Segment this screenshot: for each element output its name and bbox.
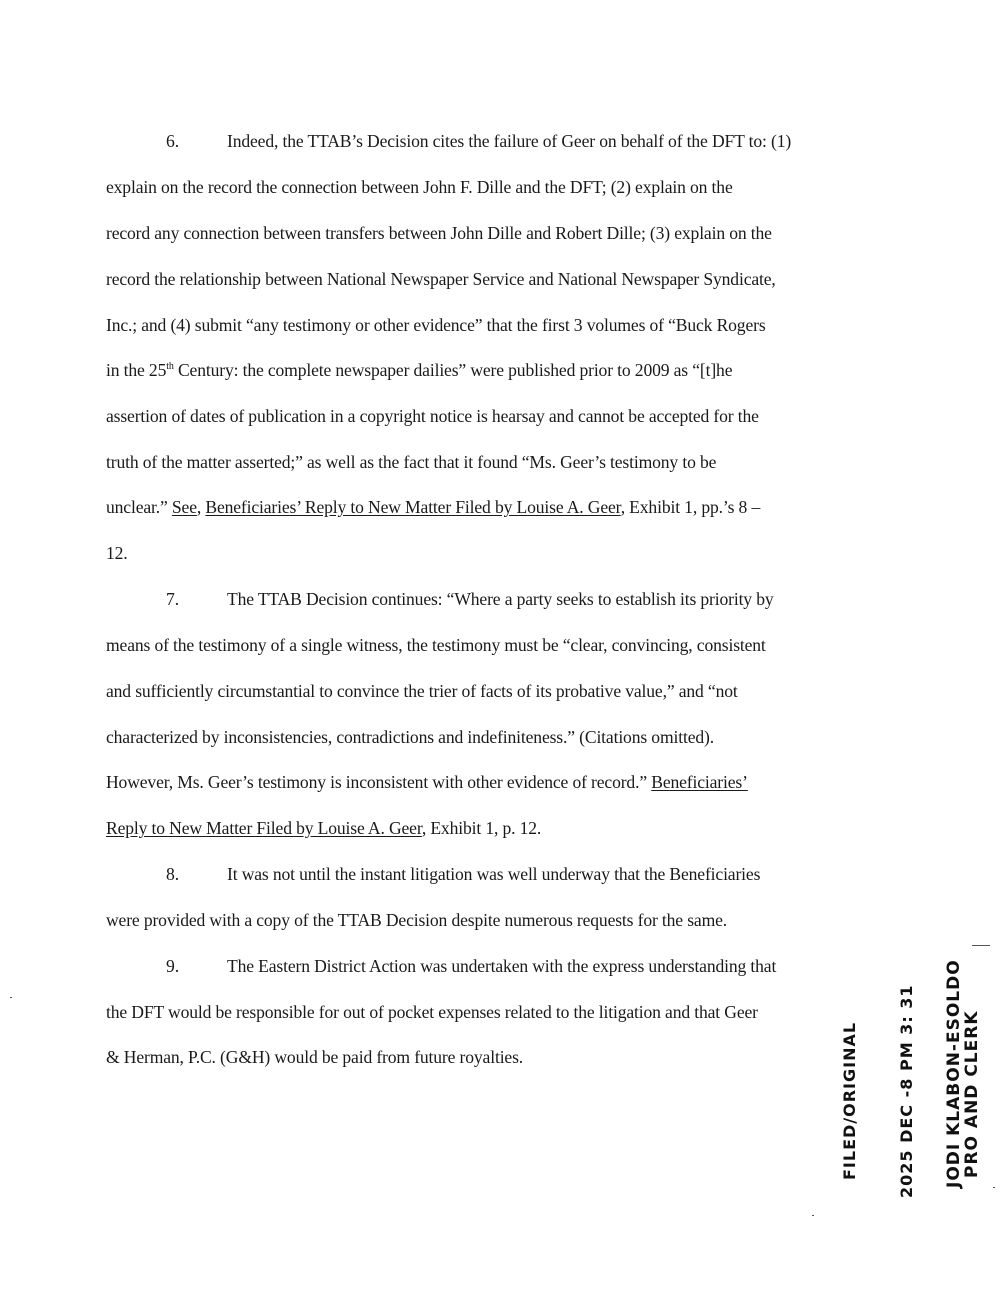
text-segment: However, Ms. Geer’s testimony is inconsistent with other evidence of record.” [106,772,652,792]
scan-speck [972,945,990,946]
text-line: were provided with a copy of the TTAB Decision despite numerous requests for the same. [106,910,728,930]
paragraph-first-line: Indeed, the TTAB’s Decision cites the failure of Geer on behalf of the DFT to: (1) [227,131,792,151]
citation-title: Beneficiaries’ Reply to New Matter Filed by Louise A. Geer [205,497,621,517]
text-line: means of the testimony of a single witness, the testimony must be “clear, convincing, consistent [106,635,766,655]
text-line: truth of the matter asserted;” as well as the fact that it found “Ms. Geer’s testimony to be [106,452,717,472]
stamp-filed-original: FILED/ORIGINAL [840,1021,859,1180]
text-line: the DFT would be responsible for out of pocket expenses related to the litigation and that Geer [106,1002,758,1022]
scan-speck [993,1187,995,1188]
paragraph-number: 7. [166,589,180,609]
stamp-date-time: 2025 DEC -8 PM 3: 31 [897,984,916,1198]
text-line: record any connection between transfers between John Dille and Robert Dille; (3) explain on the [106,223,772,243]
text-segment: , [196,497,206,517]
superscript: th [166,361,174,372]
text-line: record the relationship between National Newspaper Service and National Newspaper Syndicate, [106,269,776,289]
paragraph-first-line: The TTAB Decision continues: “Where a party seeks to establish its priority by [227,589,774,609]
paragraph-number: 8. [166,864,180,884]
text-segment: Century: the complete newspaper dailies” were published prior to 2009 as “[t]he [173,360,733,380]
citation-title: Reply to New Matter Filed by Louise A. Geer [106,818,422,838]
paragraph-number: 6. [166,131,180,151]
paragraph-number: 9. [166,956,180,976]
text-line: Inc.; and (4) submit “any testimony or other evidence” that the first 3 volumes of “Buck Rogers [106,315,766,335]
text-line: assertion of dates of publication in a copyright notice is hearsay and cannot be accepted for the [106,406,759,426]
stamp-clerk-name: JODI KLABON-ESOLDO [944,959,964,1188]
scan-speck [812,1215,814,1216]
text-line: characterized by inconsistencies, contradictions and indefiniteness.” (Citations omitted). [106,727,714,747]
stamp-clerk-title: PRO AND CLERK [962,1010,982,1178]
text-line: and sufficiently circumstantial to convince the trier of facts of its probative value,” and “not [106,681,738,701]
text-line [106,817,541,839]
citation-title: Beneficiaries’ [651,772,748,792]
text-segment: unclear.” [106,497,172,517]
paragraph-first-line: It was not until the instant litigation was well underway that the Beneficiaries [227,864,761,884]
text-line: 12. [106,543,128,563]
text-line [106,496,760,518]
paragraph-first-line: The Eastern District Action was undertaken with the express understanding that [227,956,777,976]
text-line [106,359,732,381]
text-segment: in the 25 [106,360,167,380]
scan-speck [10,997,12,998]
text-segment: , Exhibit 1, p. 12. [421,818,542,838]
citation-signal: See [171,497,197,517]
text-line [106,771,748,793]
text-line: explain on the record the connection between John F. Dille and the DFT; (2) explain on the [106,177,733,197]
text-segment: , Exhibit 1, pp.’s 8 – [620,497,761,517]
text-line: & Herman, P.C. (G&H) would be paid from future royalties. [106,1047,524,1067]
